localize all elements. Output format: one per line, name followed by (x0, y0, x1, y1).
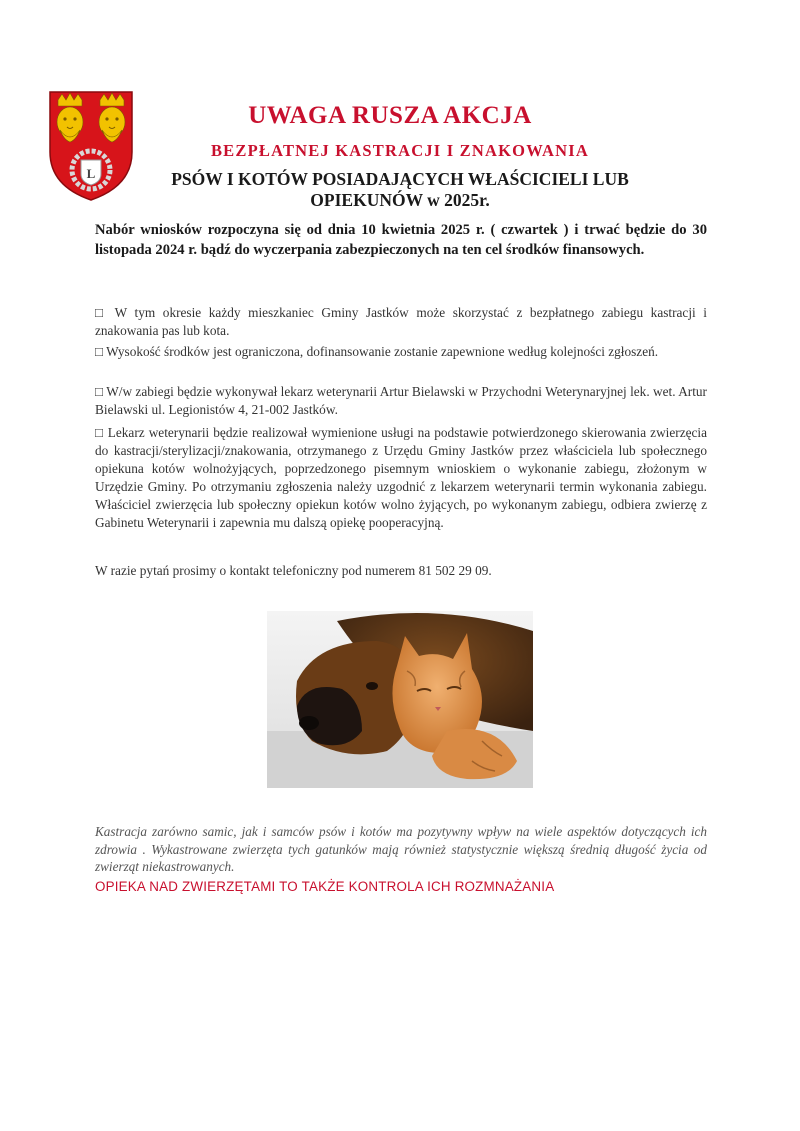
bullet-paragraph: □ W tym okresie każdy mieszkaniec Gminy Jastków może skorzystać z bezpłatnego zabiegu kastracji i znakowania pas lub kota. (95, 305, 707, 338)
page-title: UWAGA RUSZA AKCJA (248, 102, 532, 129)
contact-paragraph: W razie pytań prosimy o kontakt telefoniczny pod numerem 81 502 29 09. (95, 563, 492, 578)
subject-line-1: PSÓW I KOTÓW POSIADAJĄCYCH WŁAŚCICIELI LUB (171, 169, 629, 189)
bullet-paragraph: □ Lekarz weterynarii będzie realizował wymienione usługi na podstawie potwierdzonego skierowania zwierzęcia do kastracji/sterylizacji/znakowania, otrzymanego z Urzędu Gminy Jastków przez właściciela lub społecznego opiekuna kotów wolnożyjących, poprzedzonego pisemnym wnioskiem o wykonanie zabiegu, złożonym w Urzędzie Gminy. Po otrzymaniu zgłoszenia należy uzgodnić z lekarzem weterynarii termin wykonania zabiegu. Właściciel zwierzęcia lub społeczny opiekun kotów wolno żyjących, po wykonanym zabiegu, odbiera zwierzę z Gabinetu Weterynarii i zapewnia mu dalszą opiekę pooperacyjną. (95, 425, 707, 530)
closing-paragraph: Kastracja zarówno samic, jak i samców psów i kotów ma pozytywny wpływ na wiele aspektów dotyczących ich zdrowia . Wykastrowane zwierzęta tych gatunków mają również statystycznie większą średnią długość życia od zwierząt niekastrowanych. (95, 824, 707, 874)
lead-paragraph: Nabór wniosków rozpoczyna się od dnia 10 kwietnia 2025 r. ( czwartek ) i trwać będzie do 30 listopada 2024 r. bądź do wyczerpania zabezpieczonych na ten cel środków finansowych. (95, 222, 707, 258)
dog-and-cat-photo (267, 611, 533, 788)
bullet-paragraph: □ Wysokość środków jest ograniczona, dofinansowanie zostanie zapewnione według kolejności zgłoszeń. (95, 344, 659, 359)
page-subject (140, 169, 660, 211)
crest-letter: L (86, 166, 96, 181)
subject-line-2: OPIEKUNÓW w 2025r. (310, 190, 490, 210)
slogan: OPIEKA NAD ZWIERZĘTAMI TO TAKŻE KONTROLA ICH ROZMNAŻANIA (95, 879, 555, 894)
page-subtitle: BEZPŁATNEJ KASTRACJI I ZNAKOWANIA (210, 141, 590, 160)
bullet-paragraph: □ W/w zabiegi będzie wykonywał lekarz weterynarii Artur Bielawski w Przychodni Weterynaryjnej lek. wet. Artur Bielawski ul. Legionistów 4, 21-002 Jastków. (95, 384, 707, 417)
gmina-coat-of-arms-icon (48, 90, 134, 202)
